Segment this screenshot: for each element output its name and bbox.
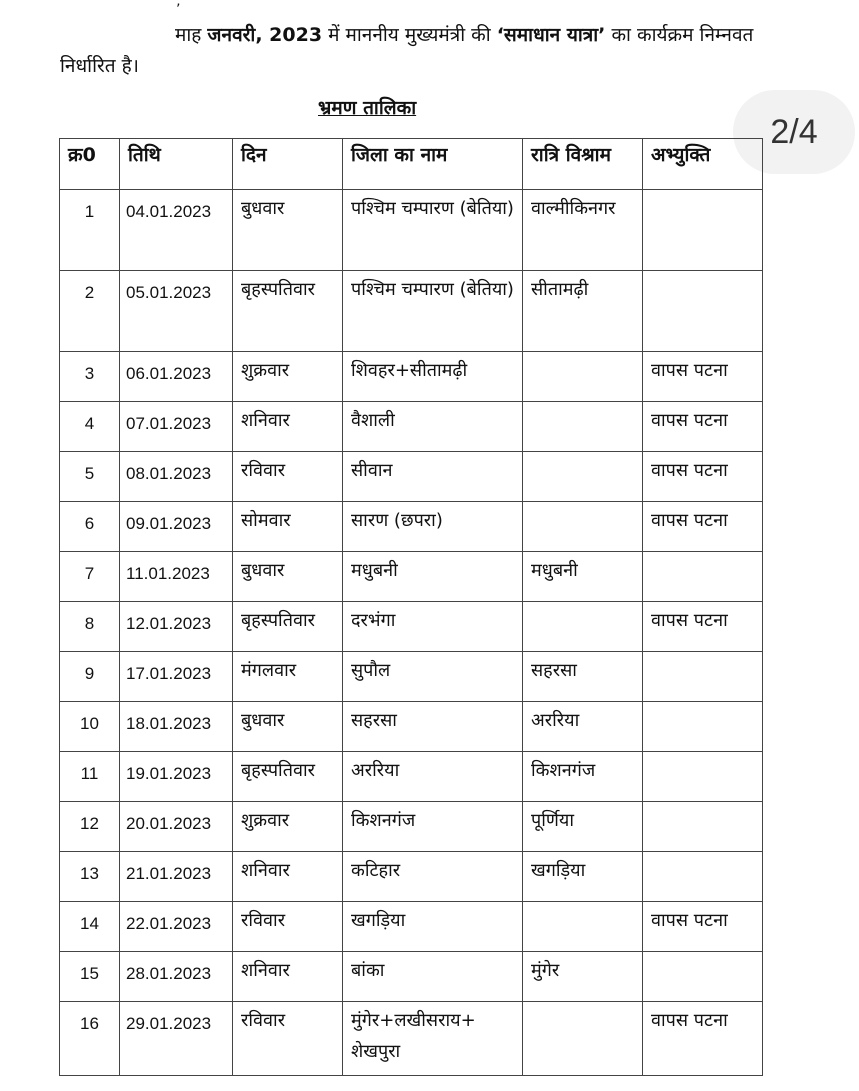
cell-date: 04.01.2023 <box>120 190 233 271</box>
cell-day: शनिवार <box>233 402 343 452</box>
cell-remark: वापस पटना <box>643 502 763 552</box>
stray-dot-mark: ’ <box>176 2 181 18</box>
cell-night-stay: मुंगेर <box>523 952 643 1002</box>
table-row <box>60 702 763 752</box>
cell-remark <box>643 552 763 602</box>
cell-day: शनिवार <box>233 852 343 902</box>
cell-district: मधुबनी <box>343 552 523 602</box>
table-row <box>60 752 763 802</box>
cell-district: पश्चिम चम्पारण (बेतिया) <box>343 271 523 352</box>
cell-day: बृहस्पतिवार <box>233 752 343 802</box>
table-row <box>60 952 763 1002</box>
cell-serial: 2 <box>60 271 120 352</box>
table-header-row <box>60 139 763 190</box>
intro-month: जनवरी, 2023 <box>207 24 323 46</box>
cell-serial: 7 <box>60 552 120 602</box>
cell-district: सीवान <box>343 452 523 502</box>
cell-remark: वापस पटना <box>643 602 763 652</box>
cell-day: शनिवार <box>233 952 343 1002</box>
cell-serial: 9 <box>60 652 120 702</box>
cell-day: रविवार <box>233 1002 343 1076</box>
cell-night-stay: सीतामढ़ी <box>523 271 643 352</box>
cell-night-stay <box>523 452 643 502</box>
cell-remark <box>643 752 763 802</box>
cell-remark <box>643 702 763 752</box>
cell-date: 21.01.2023 <box>120 852 233 902</box>
table-row <box>60 402 763 452</box>
intro-paragraph <box>60 20 810 82</box>
schedule-title: भ्रमण तालिका <box>318 97 417 119</box>
cell-night-stay: अररिया <box>523 702 643 752</box>
cell-night-stay <box>523 402 643 452</box>
cell-serial: 14 <box>60 902 120 952</box>
cell-day: बुधवार <box>233 702 343 752</box>
table-row <box>60 271 763 352</box>
header-serial: क्र0 <box>60 139 120 190</box>
table-row <box>60 552 763 602</box>
header-remarks: अभ्युक्ति <box>643 139 763 190</box>
cell-district: पश्चिम चम्पारण (बेतिया) <box>343 190 523 271</box>
cell-remark <box>643 852 763 902</box>
cell-district: कटिहार <box>343 852 523 902</box>
tour-schedule-table <box>59 138 763 1076</box>
cell-date: 11.01.2023 <box>120 552 233 602</box>
cell-date: 20.01.2023 <box>120 802 233 852</box>
table-row <box>60 852 763 902</box>
table-row <box>60 452 763 502</box>
cell-serial: 16 <box>60 1002 120 1076</box>
table-row <box>60 1002 763 1076</box>
cell-district: सहरसा <box>343 702 523 752</box>
cell-remark: वापस पटना <box>643 1002 763 1076</box>
cell-date: 12.01.2023 <box>120 602 233 652</box>
table-row <box>60 902 763 952</box>
cell-day: रविवार <box>233 452 343 502</box>
cell-serial: 6 <box>60 502 120 552</box>
table-row <box>60 652 763 702</box>
cell-night-stay <box>523 352 643 402</box>
cell-serial: 3 <box>60 352 120 402</box>
cell-day: शुक्रवार <box>233 352 343 402</box>
cell-remark <box>643 652 763 702</box>
cell-date: 29.01.2023 <box>120 1002 233 1076</box>
cell-day: शुक्रवार <box>233 802 343 852</box>
intro-suffix: का कार्यक्रम निम्नवत निर्धारित है। <box>60 24 754 77</box>
cell-night-stay <box>523 502 643 552</box>
cell-day: मंगलवार <box>233 652 343 702</box>
cell-serial: 4 <box>60 402 120 452</box>
cell-district: वैशाली <box>343 402 523 452</box>
page-indicator-badge: 2/4 <box>733 90 855 174</box>
cell-serial: 5 <box>60 452 120 502</box>
cell-remark <box>643 190 763 271</box>
cell-district: शिवहर+सीतामढ़ी <box>343 352 523 402</box>
cell-district: मुंगेर+लखीसराय+ शेखपुरा <box>343 1002 523 1076</box>
header-night-stay: रात्रि विश्राम <box>523 139 643 190</box>
cell-date: 28.01.2023 <box>120 952 233 1002</box>
header-day: दिन <box>233 139 343 190</box>
cell-remark: वापस पटना <box>643 902 763 952</box>
cell-district: सुपौल <box>343 652 523 702</box>
cell-day: रविवार <box>233 902 343 952</box>
cell-date: 08.01.2023 <box>120 452 233 502</box>
cell-day: बुधवार <box>233 552 343 602</box>
cell-day: सोमवार <box>233 502 343 552</box>
table-row <box>60 802 763 852</box>
cell-serial: 15 <box>60 952 120 1002</box>
cell-remark: वापस पटना <box>643 352 763 402</box>
cell-district: बांका <box>343 952 523 1002</box>
cell-serial: 12 <box>60 802 120 852</box>
cell-serial: 10 <box>60 702 120 752</box>
table-row <box>60 502 763 552</box>
cell-night-stay: खगड़िया <box>523 852 643 902</box>
cell-district: सारण (छपरा) <box>343 502 523 552</box>
cell-day: बृहस्पतिवार <box>233 602 343 652</box>
cell-district: खगड़िया <box>343 902 523 952</box>
cell-remark: वापस पटना <box>643 452 763 502</box>
cell-date: 17.01.2023 <box>120 652 233 702</box>
cell-date: 07.01.2023 <box>120 402 233 452</box>
cell-date: 09.01.2023 <box>120 502 233 552</box>
cell-date: 18.01.2023 <box>120 702 233 752</box>
cell-date: 22.01.2023 <box>120 902 233 952</box>
cell-night-stay <box>523 902 643 952</box>
cell-night-stay <box>523 1002 643 1076</box>
header-district: जिला का नाम <box>343 139 523 190</box>
cell-date: 06.01.2023 <box>120 352 233 402</box>
cell-serial: 1 <box>60 190 120 271</box>
cell-remark <box>643 952 763 1002</box>
cell-remark: वापस पटना <box>643 402 763 452</box>
intro-program-name: ‘समाधान यात्रा’ <box>496 24 606 46</box>
cell-night-stay <box>523 602 643 652</box>
cell-district: अररिया <box>343 752 523 802</box>
cell-district: किशनगंज <box>343 802 523 852</box>
intro-prefix: माह <box>175 24 202 46</box>
cell-remark <box>643 271 763 352</box>
cell-day: बृहस्पतिवार <box>233 271 343 352</box>
cell-date: 05.01.2023 <box>120 271 233 352</box>
cell-night-stay: पूर्णिया <box>523 802 643 852</box>
header-date: तिथि <box>120 139 233 190</box>
table-row <box>60 352 763 402</box>
cell-date: 19.01.2023 <box>120 752 233 802</box>
cell-serial: 13 <box>60 852 120 902</box>
table-row <box>60 602 763 652</box>
cell-serial: 11 <box>60 752 120 802</box>
cell-night-stay: किशनगंज <box>523 752 643 802</box>
cell-night-stay: वाल्मीकिनगर <box>523 190 643 271</box>
cell-night-stay: सहरसा <box>523 652 643 702</box>
cell-remark <box>643 802 763 852</box>
table-row <box>60 190 763 271</box>
cell-district: दरभंगा <box>343 602 523 652</box>
intro-middle: में माननीय मुख्यमंत्री की <box>328 24 491 46</box>
cell-day: बुधवार <box>233 190 343 271</box>
cell-night-stay: मधुबनी <box>523 552 643 602</box>
cell-serial: 8 <box>60 602 120 652</box>
